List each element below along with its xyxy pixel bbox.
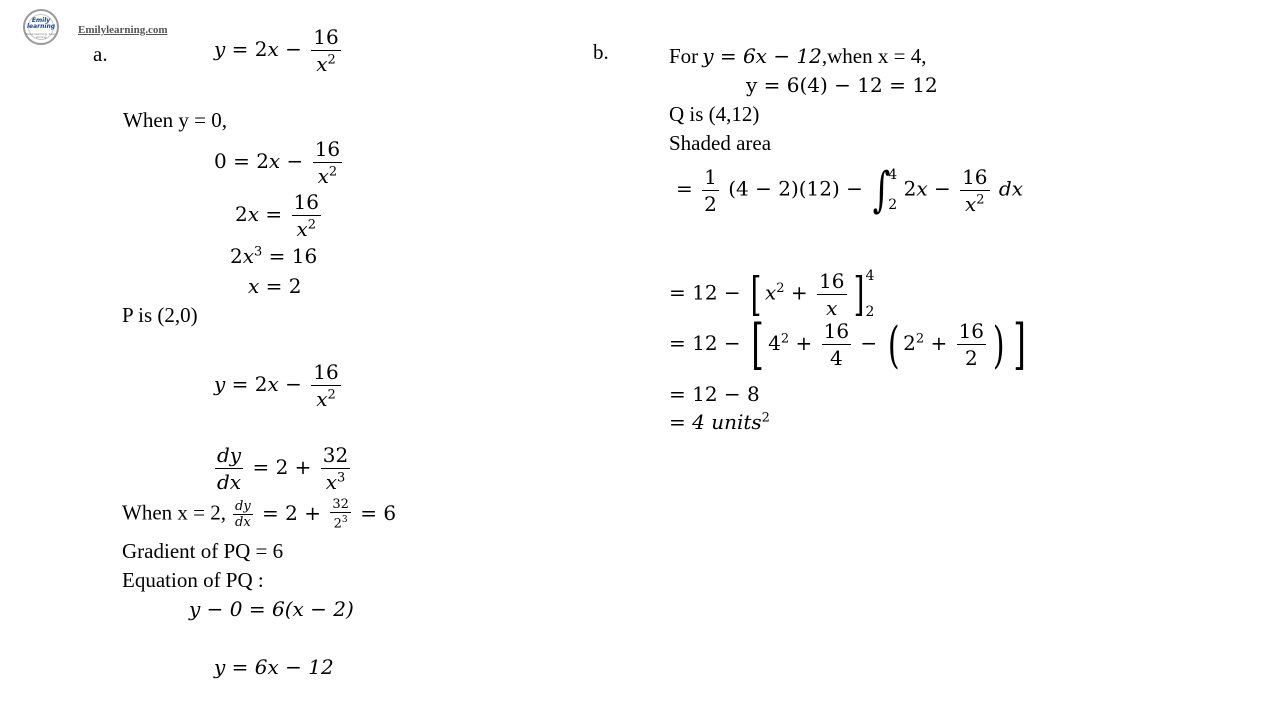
for-line: For y = 6x − 12,when x = 4, (669, 44, 927, 68)
part-a-label: a. (93, 42, 108, 66)
line-equation: y − 0 = 6(x − 2) (189, 597, 354, 621)
eq-step-2: 2x = $\frac{16}{x^2}$ (235, 190, 319, 241)
emily-learning-logo: Emily learning Keep learning, keep shining (23, 9, 59, 45)
gradient-at-x2: When x = 2, $\frac{dy}{dx}$ = 2 + $\frac{32}{2^3}$ = 6 (122, 497, 397, 532)
eq-step-4: x = 2 (248, 274, 302, 298)
part-b-label: b. (593, 40, 609, 64)
eq-curve-again: y = 2x − $\frac{16}{x^2}$ (214, 360, 339, 411)
line-final: y = 6x − 12 (214, 655, 334, 679)
area-integral: = $\frac{1}{2}$ (4 − 2)(12) − ∫ 4 2 2x − $\frac{16}{x^2}$ dx (676, 162, 1023, 218)
point-p: P is (2,0) (122, 303, 198, 327)
evaluated-limits: = 12 − [ $4^2$ + $\frac{16}{4}$ − ( $2^2$ + $\frac{16}{2}$ ) ] (669, 312, 1026, 376)
point-q: Q is (4,12) (669, 102, 760, 126)
antiderivative: = 12 − [ $x^2$ + $\frac{16}{x}$ ] 4 2 (669, 267, 875, 321)
gradient-pq: Gradient of PQ = 6 (122, 539, 284, 563)
eq-curve: y = 2x − $\frac{16}{x^2}$ (214, 25, 339, 76)
final-area: = 4 units$^2$ (669, 410, 770, 434)
site-link[interactable]: Emilylearning.com (78, 24, 168, 36)
eq-derivative: $\frac{dy}{dx}$ = 2 + $\frac{32}{x^3}$ (217, 443, 349, 494)
eq-step-3: $2x^3 = 16$ (230, 244, 318, 268)
result-12-minus-8: = 12 − 8 (669, 382, 760, 406)
eq-step-1: 0 = 2x − $\frac{16}{x^2}$ (214, 137, 341, 188)
when-y-zero: When y = 0, (123, 108, 227, 132)
q-calc: y = 6(4) − 12 = 12 (746, 73, 938, 97)
shaded-area-label: Shaded area (669, 131, 772, 155)
equation-pq-label: Equation of PQ : (122, 568, 264, 592)
